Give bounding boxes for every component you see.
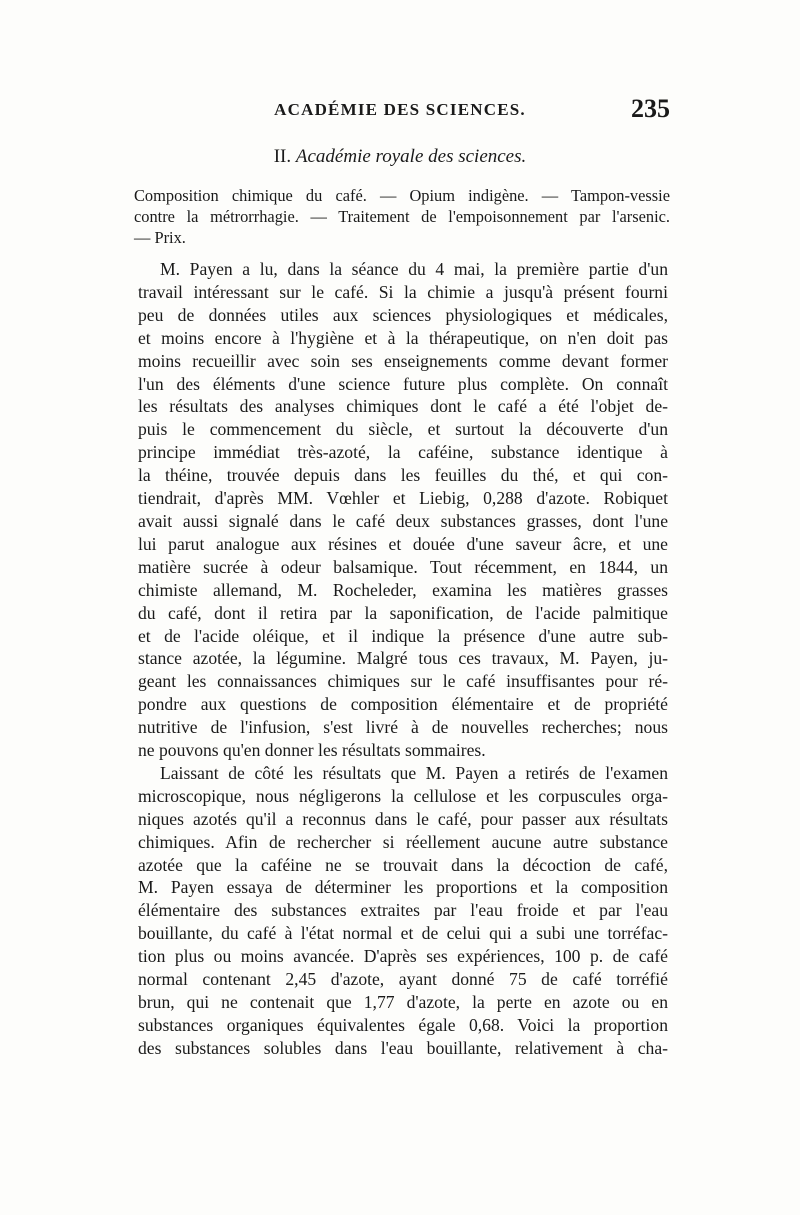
text-line: chimiste allemand, M. Rocheleder, examina les matières grasses (138, 579, 668, 600)
text-line: M. Payen a lu, dans la séance du 4 mai, la première partie d'un (160, 259, 668, 279)
text-line: avait aussi signalé dans le café deux substances grasses, dont l'une (138, 510, 668, 531)
text-line: M. Payen essaya de déterminer les proportions et la composition (138, 877, 668, 898)
text-line: la théine, trouvée depuis dans les feuilles du thé, et qui con- (138, 465, 668, 486)
text-line: ne pouvons qu'en donner les résultats sommaires. (138, 740, 486, 761)
text-line: nutritive de l'infusion, s'est livré à de nouvelles recherches; nous (138, 717, 668, 738)
text-line: normal contenant 2,45 d'azote, ayant donné 75 de café torréfié (138, 969, 668, 990)
text-line: chimiques. Afin de rechercher si réellement aucune autre substance (138, 831, 668, 852)
summary-line: Composition chimique du café. — Opium indigène. — Tampon-vessie (134, 186, 670, 205)
text-line: des substances solubles dans l'eau bouillante, relativement à cha- (138, 1037, 668, 1058)
running-head (130, 94, 670, 124)
text-line: tion plus ou moins avancée. D'après ses expériences, 100 p. de café (138, 946, 668, 967)
text-line: substances organiques équivalentes égale 0,68. Voici la proportion (138, 1014, 668, 1035)
article-body (138, 258, 668, 1060)
section-title (130, 146, 670, 168)
text-line: stance azotée, la légumine. Malgré tous ces travaux, M. Payen, ju- (138, 648, 668, 669)
text-line: l'un des éléments d'une science future plus complète. On connaît (138, 373, 668, 394)
text-line: niques azotés qu'il a reconnus dans le café, pour passer aux résultats (138, 808, 668, 829)
text-line: lui parut analogue aux résines et douée d'une saveur âcre, et une (138, 533, 668, 554)
page-number: 235 (631, 94, 670, 123)
section-summary (134, 185, 670, 248)
text-line: du café, dont il retira par la saponification, de l'acide palmitique (138, 602, 668, 623)
text-line: principe immédiat très-azoté, la caféine, substance identique à (138, 442, 668, 463)
text-line: moins recueillir avec soin ses enseignements comme devant former (138, 350, 668, 371)
paragraph-2 (138, 762, 668, 1060)
text-line: geant les connaissances chimiques sur le café insuffisantes pour ré- (138, 671, 668, 692)
text-line: et moins encore à l'hygiène et à la thérapeutique, on n'en doit pas (138, 327, 668, 348)
summary-line: — Prix. (134, 228, 186, 247)
running-title: ACADÉMIE DES SCIENCES. (274, 100, 526, 119)
summary-line: contre la métrorrhagie. — Traitement de l'empoisonnement par l'arsenic. (134, 207, 670, 226)
text-line: microscopique, nous négligerons la cellulose et les corpuscules orga- (138, 785, 668, 806)
text-line: tiendrait, d'après MM. Vœhler et Liebig, 0,288 d'azote. Robiquet (138, 488, 668, 509)
text-line: bouillante, du café à l'état normal et de celui qui a subi une torréfac- (138, 923, 668, 944)
text-line: élémentaire des substances extraites par l'eau froide et par l'eau (138, 900, 668, 921)
text-line: matière sucrée à odeur balsamique. Tout récemment, en 1844, un (138, 556, 668, 577)
section-number: II. (273, 146, 292, 167)
text-line: pondre aux questions de composition élémentaire et de propriété (138, 694, 668, 715)
text-line: les résultats des analyses chimiques dont le café a été l'objet de- (138, 396, 668, 417)
text-line: Laissant de côté les résultats que M. Payen a retirés de l'examen (160, 762, 668, 783)
text-line: azotée que la caféine ne se trouvait dans la décoction de café, (138, 854, 668, 875)
section-name: Académie royale des sciences. (295, 146, 527, 167)
text-line: brun, qui ne contenait que 1,77 d'azote, la perte en azote ou en (138, 992, 668, 1012)
text-line: et de l'acide oléique, et il indique la présence d'une autre sub- (138, 625, 668, 646)
text-line: peu de données utiles aux sciences physiologiques et médicales, (138, 304, 668, 325)
text-line: puis le commencement du siècle, et surtout la découverte d'un (138, 419, 668, 440)
text-line: travail intéressant sur le café. Si la chimie a jusqu'à présent fourni (138, 281, 668, 302)
paragraph-1 (138, 258, 668, 762)
